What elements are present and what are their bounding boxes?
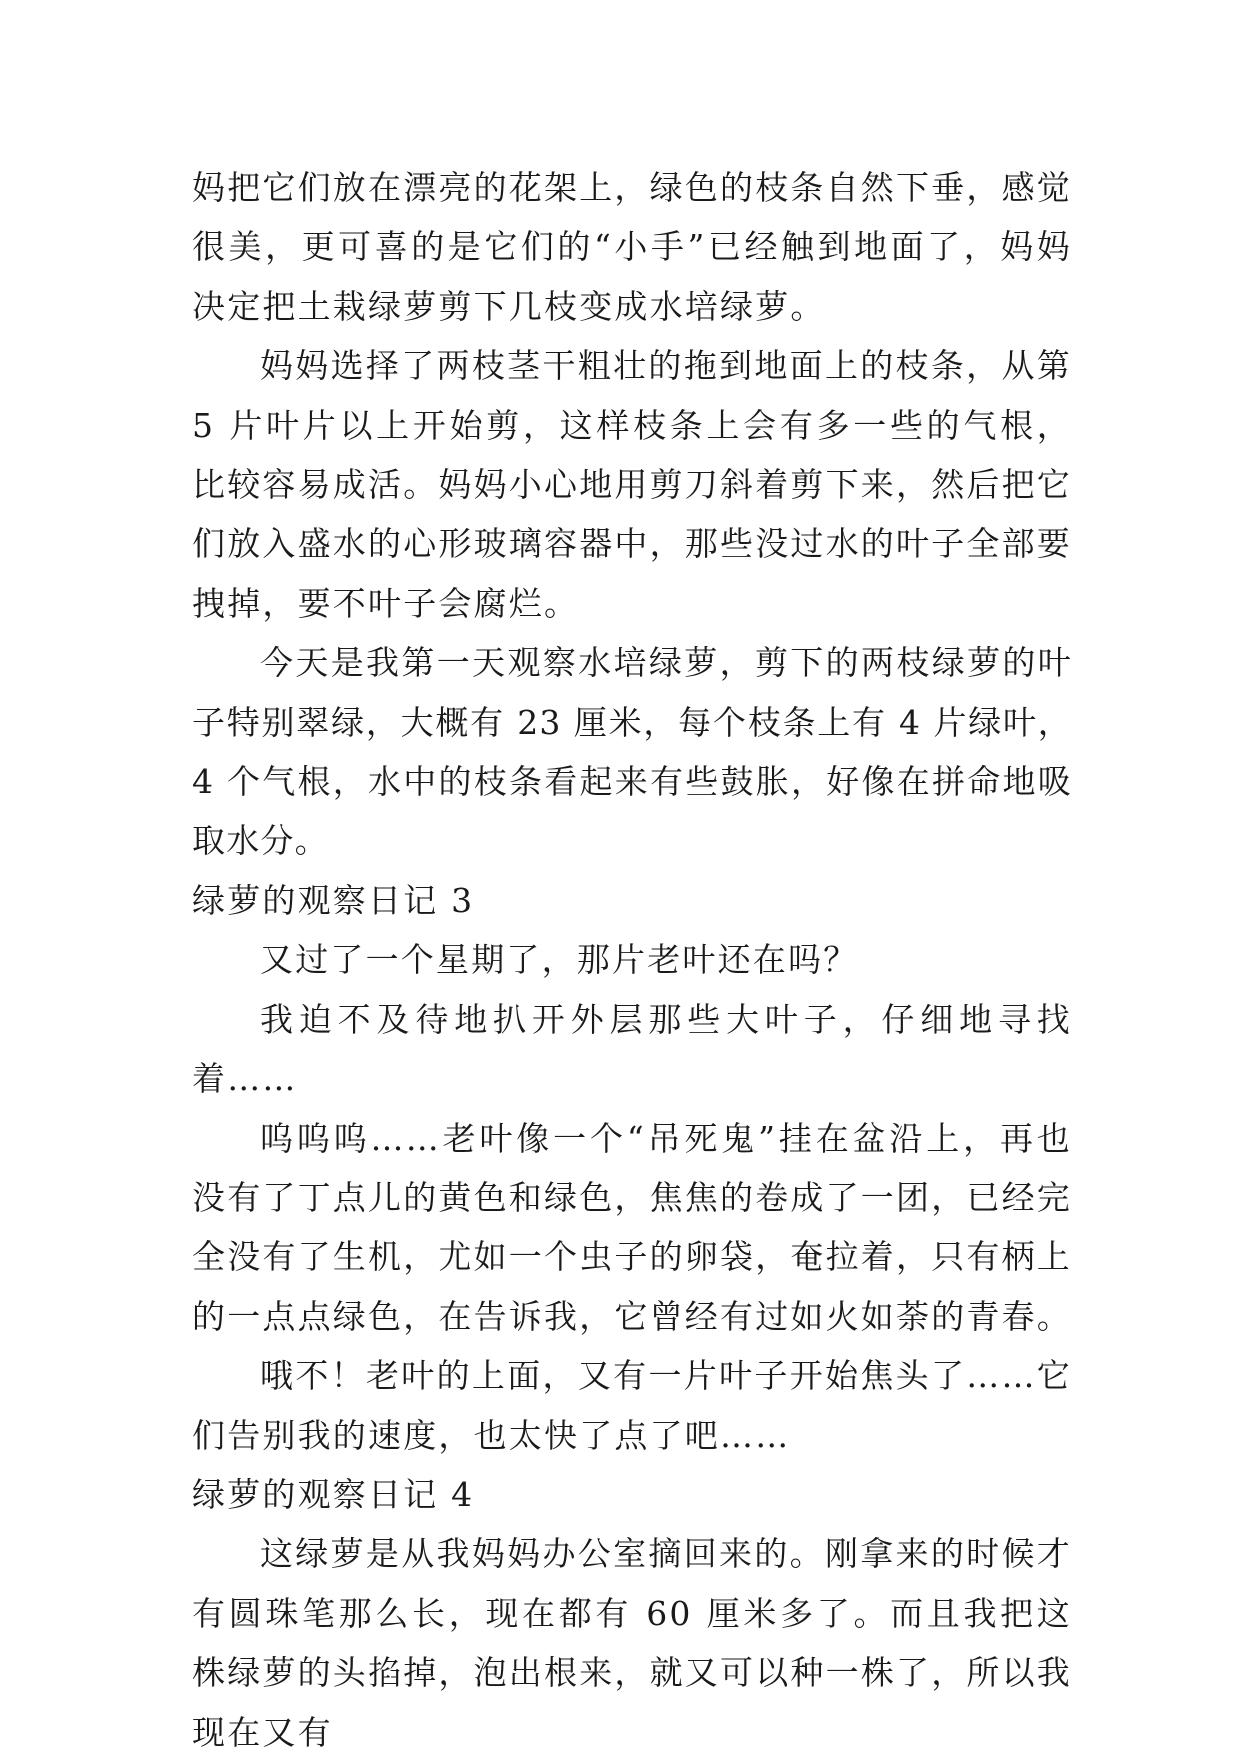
paragraph-4: 又过了一个星期了，那片老叶还在吗？ bbox=[260, 940, 859, 980]
paragraph-7: 哦不！老叶的上面，又有一片叶子开始焦头了……它们告别我的速度，也太快了点了吧…… bbox=[192, 1356, 1072, 1455]
section-heading-4: 绿萝的观察日记 4 bbox=[192, 1474, 475, 1514]
paragraph-8: 这绿萝是从我妈妈办公室摘回来的。刚拿来的时候才有圆珠笔那么长，现在都有 60 厘米多了。而且我把这株绿萝的头掐掉，泡出根来，就又可以种一株了，所以我现在又有 bbox=[192, 1534, 1072, 1752]
paragraph-6: 呜呜呜……老叶像一个“吊死鬼”挂在盆沿上，再也没有了丁点儿的黄色和绿色，焦焦的卷成了一团，已经完全没有了生机，尤如一个虫子的卵袋，奄拉着，只有柄上的一点点绿色，在告诉我，它曾经有过如火如荼的青春。 bbox=[192, 1118, 1072, 1336]
paragraph-3: 今天是我第一天观察水培绿萝，剪下的两枝绿萝的叶子特别翠绿，大概有 23 厘米，每个枝条上有 4 片绿叶，4 个气根，水中的枝条看起来有些鼓胀，好像在拼命地吸取水分。 bbox=[192, 643, 1072, 861]
paragraph-1: 妈把它们放在漂亮的花架上，绿色的枝条自然下垂，感觉很美，更可喜的是它们的“小手”已经触到地面了，妈妈决定把土栽绿萝剪下几枝变成水培绿萝。 bbox=[192, 168, 1072, 326]
paragraph-2: 妈妈选择了两枝茎干粗壮的拖到地面上的枝条，从第 5 片叶片以上开始剪，这样枝条上会有多一些的气根，比较容易成活。妈妈小心地用剪刀斜着剪下来，然后把它们放入盛水的心形玻璃容器中，那些没过水的叶子全部要拽掉，要不叶子会腐烂。 bbox=[192, 346, 1072, 623]
section-heading-3: 绿萝的观察日记 3 bbox=[192, 880, 475, 920]
document-body bbox=[192, 158, 1072, 1762]
paragraph-5: 我迫不及待地扒开外层那些大叶子，仔细地寻找着…… bbox=[192, 999, 1072, 1099]
